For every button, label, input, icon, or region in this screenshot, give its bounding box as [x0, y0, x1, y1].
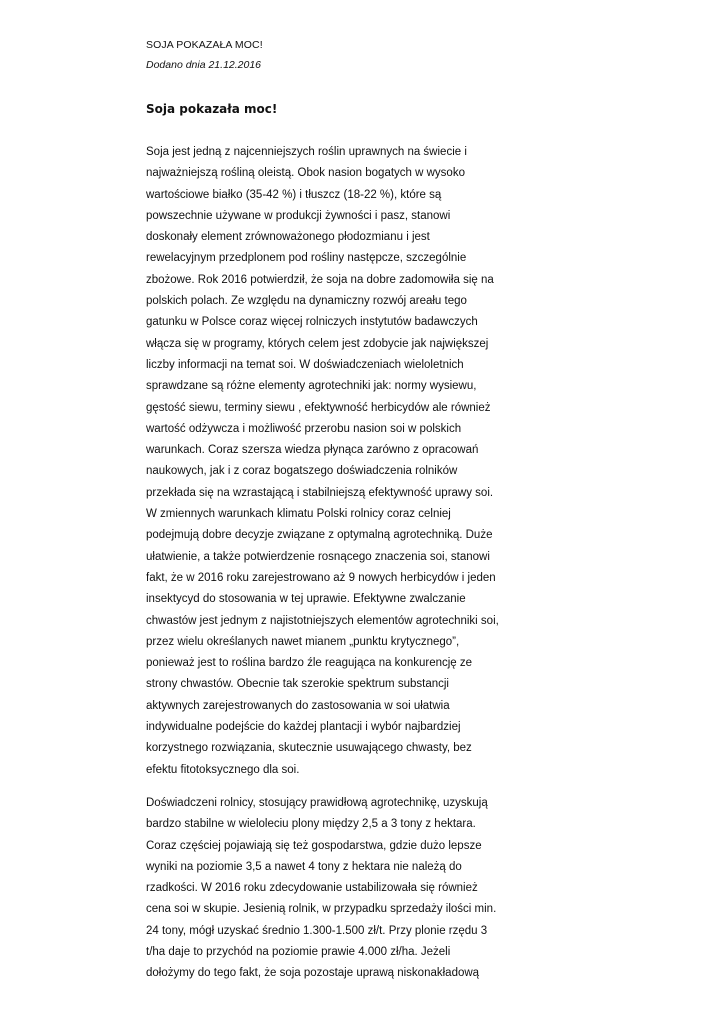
paragraph-line: zbożowe. Rok 2016 potwierdził, że soja na dobre zadomowiła się na [146, 273, 494, 286]
article-title: Soja pokazała moc! [146, 102, 278, 116]
paragraph-line: efektu fitotoksycznego dla soi. [146, 763, 300, 776]
paragraph-line: W zmiennych warunkach klimatu Polski rolnicy coraz celniej [146, 508, 451, 521]
paragraph-line: wyniki na poziomie 3,5 a nawet 4 tony z hektara nie należą do [146, 860, 462, 873]
paragraph-line: wartościowe białko (35-42 %) i tłuszcz (18-22 %), które są [146, 188, 442, 201]
paragraph-line: powszechnie używane w produkcji żywności i pasz, stanowi [146, 209, 451, 222]
paragraph-line: Soja jest jedną z najcenniejszych roślin uprawnych na świecie i [146, 146, 467, 158]
paragraph-line: sprawdzane są różne elementy agrotechniki jak: normy wysiewu, [146, 380, 477, 393]
paragraph-line: najważniejszą rośliną oleistą. Obok nasion bogatych w wysoko [146, 167, 465, 180]
paragraph-line: strony chwastów. Obecnie tak szerokie spektrum substancji [146, 678, 449, 691]
paragraph-line: fakt, że w 2016 roku zarejestrowano aż 9 nowych herbicydów i jeden [146, 571, 496, 584]
paragraph-line: indywidualne podejście do każdej plantacji i wybór najbardziej [146, 721, 461, 734]
paragraph-line: polskich polach. Ze względu na dynamiczny rozwój areału tego [146, 295, 467, 308]
paragraph-line: 24 tony, mógł uzyskać średnio 1.300-1.500 zł/t. Przy plonie rzędu 3 [146, 924, 488, 937]
paragraph-line: korzystnego rozwiązania, skutecznie usuwającego chwasty, bez [146, 742, 472, 755]
paragraph-line: gęstość siewu, terminy siewu , efektywność herbicydów ale również [146, 401, 491, 414]
document-header-title: SOJA POKAZAŁA MOC! [146, 39, 263, 51]
paragraph-line: ponieważ jest to roślina bardzo źle reagująca na konkurencję ze [146, 657, 473, 670]
paragraph-line: wartość odżywcza i możliwość przerobu nasion soi w polskich [146, 422, 462, 435]
paragraph-line: ułatwienie, a także potwierdzenie rosnącego znaczenia soi, stanowi [146, 550, 490, 563]
paragraph-line: insektycyd do stosowania w tej uprawie. Efektywne zwalczanie [146, 593, 466, 606]
paragraph-line: liczby informacji na temat soi. W doświadczeniach wieloletnich [146, 358, 464, 371]
article-paragraph-1 [146, 142, 499, 781]
paragraph-line: naukowych, jak i z coraz bogatszego doświadczenia rolników [146, 465, 458, 478]
paragraph-line: cena soi w skupie. Jesienią rolnik, w przypadku sprzedaży ilości min. [146, 903, 497, 916]
paragraph-line: doskonały element zrównoważonego płodozmianu i jest [146, 231, 430, 244]
paragraph-line: Coraz częściej pojawiają się też gospodarstwa, gdzie dużo lepsze [146, 839, 482, 852]
paragraph-line: dołożymy do tego fakt, że soja pozostaje uprawą niskonakładową [146, 967, 480, 980]
paragraph-line: warunkach. Coraz szersza wiedza płynąca zarówno z opracowań [146, 444, 479, 457]
paragraph-line: t/ha daje to przychód na poziomie prawie 4.000 zł/ha. Jeżeli [146, 946, 451, 959]
paragraph-line: Doświadczeni rolnicy, stosujący prawidłową agrotechnikę, uzyskują [146, 797, 488, 809]
publication-date: Dodano dnia 21.12.2016 [146, 59, 262, 71]
paragraph-line: chwastów jest jednym z najistotniejszych elementów agrotechniki soi, [146, 614, 499, 627]
article-paragraph-2 [146, 793, 496, 985]
paragraph-line: włącza się w programy, których celem jest zdobycie jak największej [146, 337, 489, 350]
paragraph-line: rzadkości. W 2016 roku zdecydowanie ustabilizowała się również [146, 882, 478, 895]
paragraph-line: aktywnych zarejestrowanych do zastosowania w soi ułatwia [146, 699, 450, 712]
paragraph-line: podejmują dobre decyzje związane z optymalną agrotechniką. Duże [146, 529, 493, 542]
paragraph-line: rewelacyjnym przedplonem pod rośliny następcze, szczególnie [146, 252, 467, 265]
paragraph-line: przekłada się na wzrastającą i stabilniejszą efektywność uprawy soi. [146, 486, 494, 499]
paragraph-line: gatunku w Polsce coraz więcej rolniczych instytutów badawczych [146, 316, 478, 329]
paragraph-line: bardzo stabilne w wieloleciu plony między 2,5 a 3 tony z hektara. [146, 818, 476, 831]
paragraph-line: przez wielu określanych nawet mianem „punktu krytycznego”, [146, 635, 460, 648]
